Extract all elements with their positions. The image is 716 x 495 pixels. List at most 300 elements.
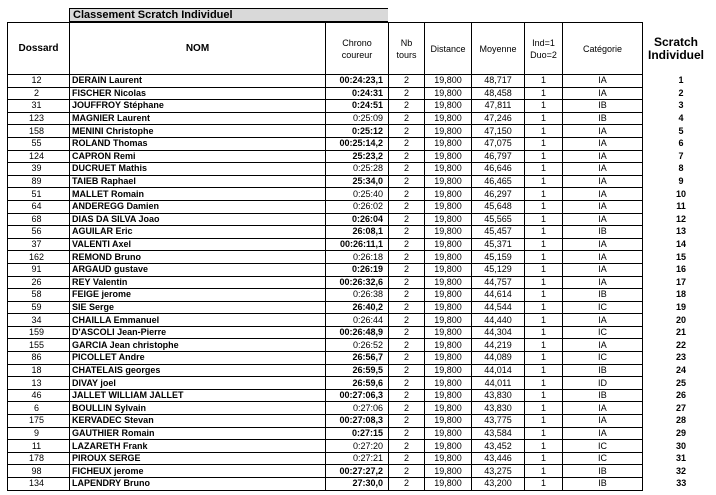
cell-moyenne: 47,150	[472, 125, 525, 138]
cell-rang: 8	[678, 163, 684, 174]
cell-chrono: 0:26:02	[326, 200, 389, 213]
cell-categorie: IA	[563, 188, 643, 201]
cell-categorie: IC	[563, 452, 643, 465]
cell-dossard: 68	[8, 213, 70, 226]
cell-chrono: 0:26:44	[326, 314, 389, 327]
table-row	[8, 200, 710, 213]
cell-distance: 19,800	[425, 465, 472, 478]
cell-categorie: IA	[563, 251, 643, 264]
cell-chrono: 0:25:09	[326, 112, 389, 125]
cell-nom: LAPENDRY Bruno	[70, 478, 326, 491]
cell-dossard: 12	[8, 75, 70, 88]
cell-ind: 1	[525, 326, 563, 339]
cell-dossard: 58	[8, 289, 70, 302]
cell-chrono: 25:23,2	[326, 150, 389, 163]
table-row	[8, 427, 710, 440]
cell-nom: MAGNIER Laurent	[70, 112, 326, 125]
cell-categorie: IB	[563, 100, 643, 113]
cell-chrono: 26:59,6	[326, 377, 389, 390]
results-table	[7, 22, 710, 491]
cell-ind: 1	[525, 389, 563, 402]
cell-chrono: 0:25:12	[326, 125, 389, 138]
cell-dossard: 159	[8, 326, 70, 339]
cell-dossard: 158	[8, 125, 70, 138]
cell-tours: 2	[389, 100, 425, 113]
cell-dossard: 56	[8, 226, 70, 239]
cell-rang: 21	[675, 327, 686, 338]
cell-tours: 2	[389, 175, 425, 188]
cell-nom: KERVADEC Stevan	[70, 415, 326, 428]
cell-distance: 19,800	[425, 100, 472, 113]
table-row	[8, 226, 710, 239]
cell-distance: 19,800	[425, 112, 472, 125]
cell-ind: 1	[525, 440, 563, 453]
sheet-title: Classement Scratch Individuel	[69, 8, 388, 22]
cell-categorie: IA	[563, 314, 643, 327]
cell-categorie: IA	[563, 163, 643, 176]
cell-nom: D'ASCOLI Jean-Pierre	[70, 326, 326, 339]
header-categorie: Catégorie	[563, 23, 643, 75]
cell-tours: 2	[389, 87, 425, 100]
cell-rang: 16	[675, 264, 686, 275]
table-row	[8, 289, 710, 302]
cell-chrono: 27:30,0	[326, 478, 389, 491]
table-row	[8, 100, 710, 113]
cell-moyenne: 45,371	[472, 238, 525, 251]
cell-moyenne: 45,129	[472, 263, 525, 276]
cell-dossard: 11	[8, 440, 70, 453]
cell-rang: 31	[675, 453, 686, 464]
cell-rang: 29	[675, 427, 686, 438]
cell-tours: 2	[389, 402, 425, 415]
header-moyenne: Moyenne	[472, 23, 525, 75]
cell-nom: DUCRUET Mathis	[70, 163, 326, 176]
cell-moyenne: 43,830	[472, 389, 525, 402]
cell-distance: 19,800	[425, 389, 472, 402]
cell-ind: 1	[525, 213, 563, 226]
cell-distance: 19,800	[425, 402, 472, 415]
table-row	[8, 465, 710, 478]
cell-distance: 19,800	[425, 326, 472, 339]
cell-nom: ROLAND Thomas	[70, 137, 326, 150]
cell-moyenne: 48,717	[472, 75, 525, 88]
cell-categorie: IB	[563, 364, 643, 377]
cell-distance: 19,800	[425, 440, 472, 453]
cell-categorie: IA	[563, 200, 643, 213]
cell-nom: GAUTHIER Romain	[70, 427, 326, 440]
cell-categorie: IC	[563, 352, 643, 365]
cell-nom: PIROUX SERGE	[70, 452, 326, 465]
cell-nom: REMOND Bruno	[70, 251, 326, 264]
cell-moyenne: 43,775	[472, 415, 525, 428]
cell-chrono: 00:26:48,9	[326, 326, 389, 339]
cell-rang: 5	[678, 125, 684, 136]
cell-dossard: 37	[8, 238, 70, 251]
cell-tours: 2	[389, 352, 425, 365]
cell-rang: 25	[675, 377, 686, 388]
cell-tours: 2	[389, 251, 425, 264]
cell-dossard: 18	[8, 364, 70, 377]
cell-chrono: 26:40,2	[326, 301, 389, 314]
cell-moyenne: 46,797	[472, 150, 525, 163]
cell-rang: 27	[675, 402, 686, 413]
table-row	[8, 326, 710, 339]
cell-rang: 6	[678, 138, 684, 149]
table-row	[8, 314, 710, 327]
table-row	[8, 389, 710, 402]
table-row	[8, 415, 710, 428]
cell-dossard: 2	[8, 87, 70, 100]
cell-categorie: IA	[563, 402, 643, 415]
header-scratch	[643, 23, 710, 75]
cell-categorie: IB	[563, 389, 643, 402]
cell-distance: 19,800	[425, 452, 472, 465]
cell-rang: 13	[675, 226, 686, 237]
cell-categorie: IA	[563, 415, 643, 428]
cell-nom: CAPRON Remi	[70, 150, 326, 163]
cell-tours: 2	[389, 200, 425, 213]
cell-distance: 19,800	[425, 364, 472, 377]
header-ind	[525, 23, 563, 75]
cell-dossard: 155	[8, 339, 70, 352]
cell-ind: 1	[525, 125, 563, 138]
cell-ind: 1	[525, 352, 563, 365]
title-spacer	[7, 8, 69, 22]
table-row	[8, 213, 710, 226]
header-row	[8, 23, 710, 75]
header-tours	[389, 23, 425, 75]
cell-tours: 2	[389, 238, 425, 251]
cell-moyenne: 47,075	[472, 137, 525, 150]
cell-chrono: 0:26:04	[326, 213, 389, 226]
cell-moyenne: 45,159	[472, 251, 525, 264]
cell-dossard: 134	[8, 478, 70, 491]
cell-categorie: IB	[563, 465, 643, 478]
cell-tours: 2	[389, 125, 425, 138]
cell-tours: 2	[389, 339, 425, 352]
cell-rang: 4	[678, 113, 684, 124]
cell-categorie: IA	[563, 75, 643, 88]
cell-dossard: 162	[8, 251, 70, 264]
cell-distance: 19,800	[425, 427, 472, 440]
cell-distance: 19,800	[425, 301, 472, 314]
cell-nom: ARGAUD gustave	[70, 263, 326, 276]
cell-nom: PICOLLET Andre	[70, 352, 326, 365]
cell-tours: 2	[389, 137, 425, 150]
cell-rang: 1	[678, 75, 684, 86]
cell-dossard: 39	[8, 163, 70, 176]
cell-ind: 1	[525, 364, 563, 377]
cell-nom: FICHEUX jerome	[70, 465, 326, 478]
cell-rang: 11	[676, 201, 686, 212]
cell-rang: 2	[678, 87, 684, 98]
table-row	[8, 125, 710, 138]
cell-ind: 1	[525, 339, 563, 352]
cell-ind: 1	[525, 377, 563, 390]
cell-categorie: IA	[563, 238, 643, 251]
cell-dossard: 59	[8, 301, 70, 314]
cell-rang: 12	[675, 213, 686, 224]
cell-distance: 19,800	[425, 314, 472, 327]
cell-dossard: 64	[8, 200, 70, 213]
cell-moyenne: 46,297	[472, 188, 525, 201]
cell-dossard: 51	[8, 188, 70, 201]
table-row	[8, 339, 710, 352]
cell-nom: MALLET Romain	[70, 188, 326, 201]
cell-distance: 19,800	[425, 238, 472, 251]
cell-tours: 2	[389, 289, 425, 302]
cell-moyenne: 44,440	[472, 314, 525, 327]
cell-dossard: 46	[8, 389, 70, 402]
cell-dossard: 55	[8, 137, 70, 150]
cell-distance: 19,800	[425, 125, 472, 138]
header-scratch-line2: Individuel	[647, 47, 704, 62]
table-row	[8, 188, 710, 201]
cell-dossard: 178	[8, 452, 70, 465]
cell-rang: 7	[678, 150, 684, 161]
cell-rang: 33	[676, 478, 687, 489]
cell-distance: 19,800	[425, 478, 472, 491]
cell-nom: JOUFFROY Stéphane	[70, 100, 326, 113]
header-scratch-line1: Scratch	[653, 34, 699, 49]
cell-chrono: 0:26:38	[326, 289, 389, 302]
cell-dossard: 26	[8, 276, 70, 289]
cell-categorie: IA	[563, 427, 643, 440]
cell-moyenne: 44,089	[472, 352, 525, 365]
cell-nom: JALLET WILLIAM JALLET	[70, 389, 326, 402]
table-row	[8, 276, 710, 289]
cell-ind: 1	[525, 301, 563, 314]
cell-nom: CHATELAIS georges	[70, 364, 326, 377]
table-row	[8, 75, 710, 88]
cell-nom: DIVAY joel	[70, 377, 326, 390]
cell-distance: 19,800	[425, 415, 472, 428]
cell-tours: 2	[389, 364, 425, 377]
cell-rang: 22	[675, 339, 686, 350]
table-row	[8, 87, 710, 100]
cell-nom: FEIGE jerome	[70, 289, 326, 302]
cell-rang: 24	[675, 364, 686, 375]
cell-categorie: IA	[563, 175, 643, 188]
cell-rang: 9	[678, 176, 684, 187]
cell-moyenne: 46,646	[472, 163, 525, 176]
cell-rang: 26	[675, 390, 686, 401]
table-row	[8, 377, 710, 390]
cell-dossard: 91	[8, 263, 70, 276]
cell-tours: 2	[389, 465, 425, 478]
header-ind-line2: Duo=2	[530, 49, 557, 60]
cell-chrono: 0:27:15	[326, 427, 389, 440]
cell-ind: 1	[525, 137, 563, 150]
cell-dossard: 175	[8, 415, 70, 428]
cell-moyenne: 45,457	[472, 226, 525, 239]
header-ind-line1: Ind=1	[532, 37, 555, 48]
cell-dossard: 123	[8, 112, 70, 125]
cell-ind: 1	[525, 226, 563, 239]
cell-categorie: IA	[563, 150, 643, 163]
cell-ind: 1	[525, 87, 563, 100]
cell-distance: 19,800	[425, 263, 472, 276]
cell-chrono: 00:25:14,2	[326, 137, 389, 150]
cell-moyenne: 44,304	[472, 326, 525, 339]
cell-distance: 19,800	[425, 377, 472, 390]
cell-nom: TAIEB Raphael	[70, 175, 326, 188]
header-distance: Distance	[425, 23, 472, 75]
cell-chrono: 26:08,1	[326, 226, 389, 239]
cell-dossard: 9	[8, 427, 70, 440]
cell-tours: 2	[389, 314, 425, 327]
cell-rang: 19	[675, 301, 686, 312]
table-row	[8, 137, 710, 150]
cell-categorie: IB	[563, 478, 643, 491]
cell-rang: 28	[675, 415, 686, 426]
cell-rang: 32	[675, 465, 686, 476]
header-chrono	[326, 23, 389, 75]
cell-moyenne: 44,011	[472, 377, 525, 390]
cell-moyenne: 44,544	[472, 301, 525, 314]
cell-moyenne: 43,446	[472, 452, 525, 465]
cell-chrono: 0:24:51	[326, 100, 389, 113]
cell-tours: 2	[389, 188, 425, 201]
cell-rang: 30	[675, 440, 686, 451]
cell-rang: 17	[675, 276, 686, 287]
cell-dossard: 98	[8, 465, 70, 478]
cell-tours: 2	[389, 377, 425, 390]
header-nom: NOM	[70, 23, 326, 75]
cell-dossard: 13	[8, 377, 70, 390]
table-row	[8, 440, 710, 453]
cell-ind: 1	[525, 263, 563, 276]
cell-nom: GARCIA Jean christophe	[70, 339, 326, 352]
cell-moyenne: 45,565	[472, 213, 525, 226]
cell-nom: LAZARETH Frank	[70, 440, 326, 453]
cell-ind: 1	[525, 200, 563, 213]
cell-chrono: 26:56,7	[326, 352, 389, 365]
cell-chrono: 0:27:20	[326, 440, 389, 453]
cell-dossard: 6	[8, 402, 70, 415]
header-dossard: Dossard	[8, 23, 70, 75]
cell-chrono: 00:26:32,6	[326, 276, 389, 289]
cell-dossard: 34	[8, 314, 70, 327]
cell-distance: 19,800	[425, 352, 472, 365]
cell-ind: 1	[525, 100, 563, 113]
cell-distance: 19,800	[425, 276, 472, 289]
cell-nom: CHAILLA Emmanuel	[70, 314, 326, 327]
cell-tours: 2	[389, 427, 425, 440]
cell-dossard: 124	[8, 150, 70, 163]
cell-ind: 1	[525, 415, 563, 428]
cell-distance: 19,800	[425, 289, 472, 302]
table-row	[8, 163, 710, 176]
cell-chrono: 0:27:06	[326, 402, 389, 415]
cell-moyenne: 43,830	[472, 402, 525, 415]
cell-tours: 2	[389, 326, 425, 339]
cell-categorie: IB	[563, 289, 643, 302]
cell-chrono: 00:27:08,3	[326, 415, 389, 428]
cell-rang: 23	[675, 352, 686, 363]
cell-tours: 2	[389, 263, 425, 276]
cell-ind: 1	[525, 452, 563, 465]
cell-moyenne: 45,648	[472, 200, 525, 213]
cell-categorie: IA	[563, 87, 643, 100]
cell-distance: 19,800	[425, 175, 472, 188]
cell-tours: 2	[389, 226, 425, 239]
cell-chrono: 25:34,0	[326, 175, 389, 188]
cell-ind: 1	[525, 150, 563, 163]
cell-tours: 2	[389, 150, 425, 163]
cell-ind: 1	[525, 238, 563, 251]
cell-categorie: IC	[563, 440, 643, 453]
cell-ind: 1	[525, 465, 563, 478]
cell-moyenne: 43,200	[472, 478, 525, 491]
cell-categorie: ID	[563, 377, 643, 390]
header-tours-line1: Nb	[400, 37, 413, 48]
cell-tours: 2	[389, 276, 425, 289]
cell-tours: 2	[389, 452, 425, 465]
cell-categorie: IA	[563, 263, 643, 276]
cell-ind: 1	[525, 163, 563, 176]
table-row	[8, 112, 710, 125]
cell-chrono: 0:25:28	[326, 163, 389, 176]
cell-ind: 1	[525, 251, 563, 264]
cell-ind: 1	[525, 314, 563, 327]
cell-moyenne: 48,458	[472, 87, 525, 100]
cell-rang: 3	[678, 100, 684, 111]
cell-rang: 14	[675, 239, 686, 250]
header-chrono-line1: Chrono	[342, 37, 372, 48]
cell-nom: SIE Serge	[70, 301, 326, 314]
cell-distance: 19,800	[425, 251, 472, 264]
cell-nom: VALENTI Axel	[70, 238, 326, 251]
cell-nom: DIAS DA SILVA Joao	[70, 213, 326, 226]
title-bar	[7, 8, 388, 22]
cell-chrono: 0:24:31	[326, 87, 389, 100]
cell-chrono: 26:59,5	[326, 364, 389, 377]
cell-tours: 2	[389, 163, 425, 176]
cell-categorie: IB	[563, 112, 643, 125]
cell-ind: 1	[525, 75, 563, 88]
cell-nom: ANDEREGG Damien	[70, 200, 326, 213]
cell-distance: 19,800	[425, 226, 472, 239]
cell-distance: 19,800	[425, 188, 472, 201]
header-chrono-line2: coureur	[341, 49, 373, 60]
cell-chrono: 0:27:21	[326, 452, 389, 465]
cell-categorie: IA	[563, 339, 643, 352]
cell-moyenne: 44,614	[472, 289, 525, 302]
cell-ind: 1	[525, 289, 563, 302]
cell-categorie: IB	[563, 226, 643, 239]
cell-rang: 20	[675, 314, 686, 325]
cell-tours: 2	[389, 301, 425, 314]
cell-chrono: 0:26:52	[326, 339, 389, 352]
cell-moyenne: 46,465	[472, 175, 525, 188]
cell-distance: 19,800	[425, 200, 472, 213]
cell-tours: 2	[389, 213, 425, 226]
cell-tours: 2	[389, 75, 425, 88]
cell-categorie: IC	[563, 301, 643, 314]
table-row	[8, 478, 710, 491]
cell-categorie: IA	[563, 125, 643, 138]
cell-tours: 2	[389, 440, 425, 453]
cell-moyenne: 43,275	[472, 465, 525, 478]
table-row	[8, 251, 710, 264]
cell-rang: 10	[675, 188, 686, 199]
cell-dossard: 89	[8, 175, 70, 188]
cell-dossard: 86	[8, 352, 70, 365]
cell-distance: 19,800	[425, 339, 472, 352]
table-row	[8, 364, 710, 377]
cell-ind: 1	[525, 276, 563, 289]
